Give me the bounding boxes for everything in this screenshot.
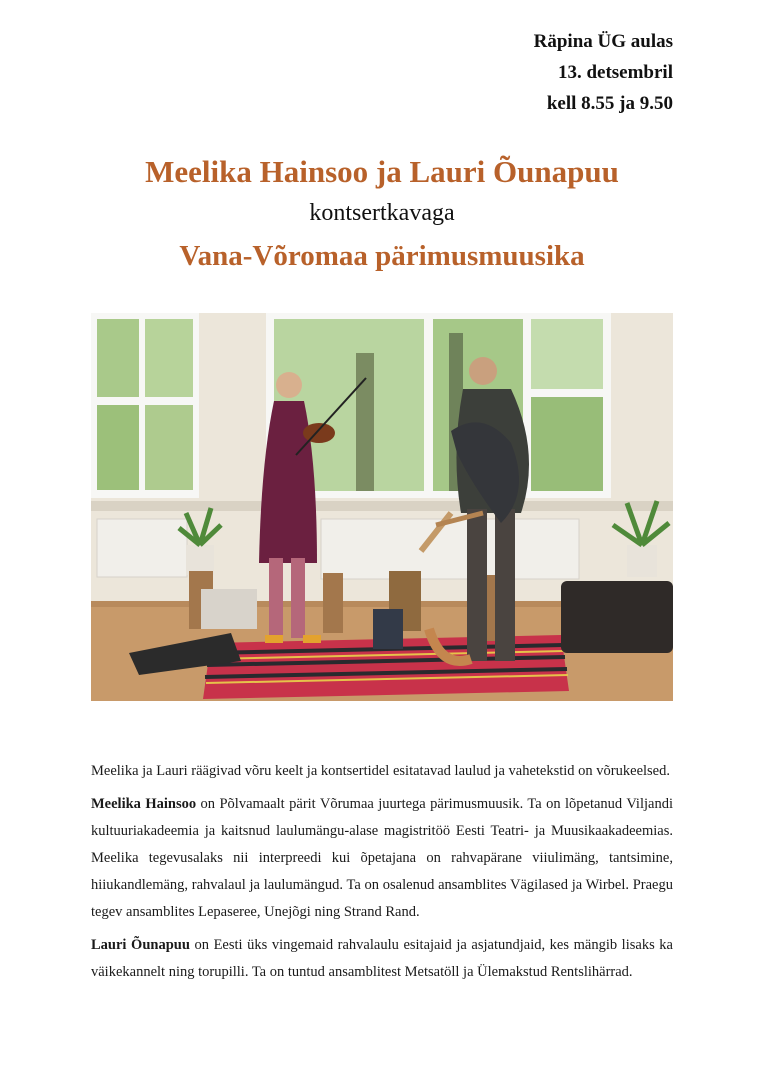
lauri-paragraph (91, 932, 673, 986)
program-title: Vana-Võromaa pärimusmuusika (179, 240, 585, 272)
event-info (534, 26, 673, 119)
event-venue: Räpina ÜG aulas (533, 31, 673, 52)
meelika-text: on Põlvamaalt pärit Võrumaa juurtega pärimusmuusik. Ta on lõpetanud Viljandi kultuuriakadeemia ja kaitsnud laulumängu-alase magistritöö Eesti Teatri- ja Muusikaakadeemias. Meelika tegevusalaks nii interpreedi kui õpetajana on rahvapärane viiulimäng, tantsimine, hiiukandlemäng, rahvalaul ja laulumängud. Ta on osalenud ansamblites Vägilased ja Wirbel. Praegu tegev ansamblites Lepaseree, Unejõgi ning Strand Rand. (91, 796, 673, 920)
meelika-paragraph (91, 791, 673, 926)
subtitle: kontsertkavaga (309, 200, 455, 226)
lauri-name: Lauri Õunapuu (91, 937, 190, 953)
lauri-text: on Eesti üks vingemaid rahvalaulu esitajaid ja asjatundjaid, kes mängib lisaks ka väikekannelt ning torupilli. Ta on tuntud ansamblitest Metsatöll ja Ülemakstud Rentslihärrad. (91, 937, 673, 980)
concert-photo-illustration (91, 313, 673, 701)
concert-photo (91, 313, 673, 701)
event-date: 13. detsembril (557, 62, 673, 83)
meelika-name: Meelika Hainsoo (91, 796, 197, 812)
event-time: kell 8.55 ja 9.50 (546, 93, 673, 114)
intro-paragraph: Meelika ja Lauri räägivad võru keelt ja kontsertidel esitatavad laulud ja vahetekstid on võrukeelsed. (91, 763, 670, 779)
performers-title: Meelika Hainsoo ja Lauri Õunapuu (145, 154, 619, 189)
article-body (91, 758, 673, 992)
